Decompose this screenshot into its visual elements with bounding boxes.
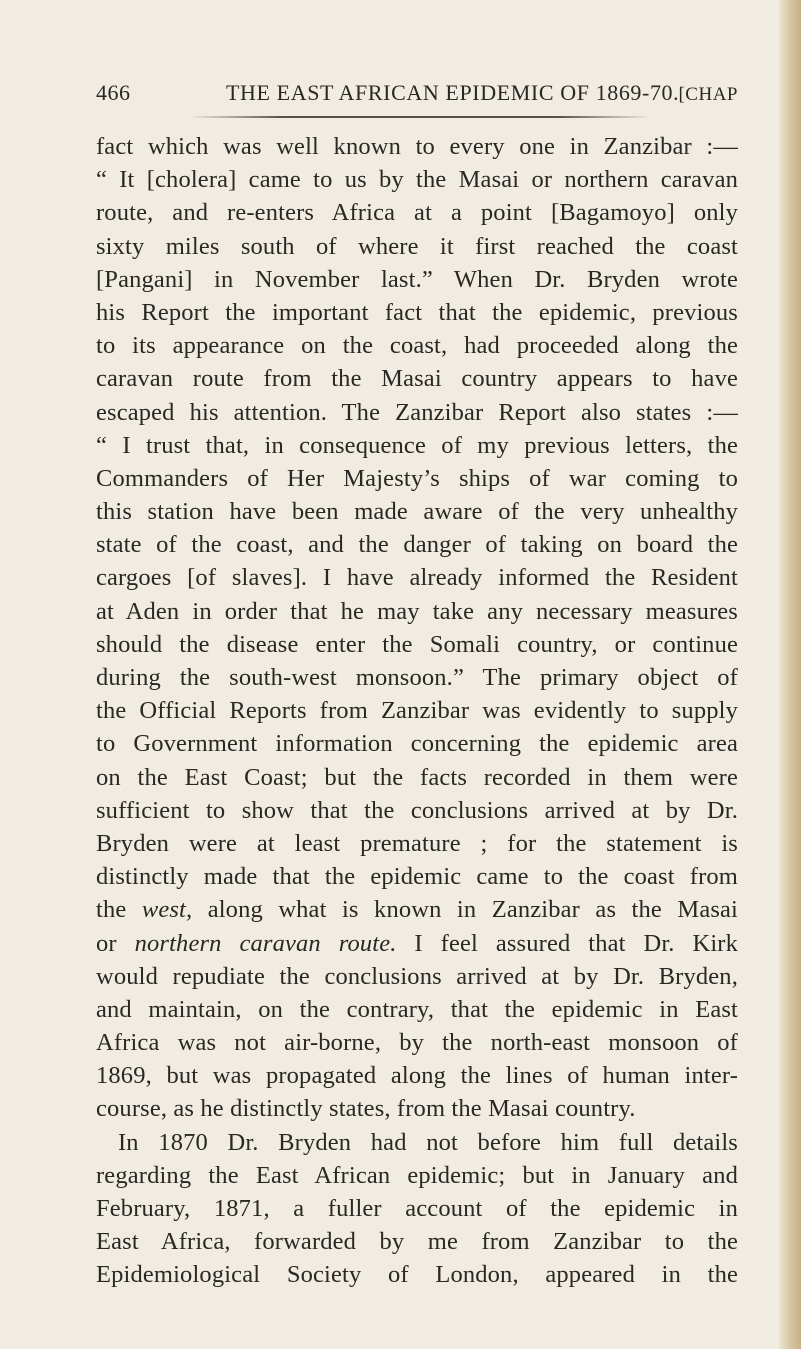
running-title: THE EAST AFRICAN EPIDEMIC OF 1869-70. — [226, 80, 680, 105]
text-segment: to Government information concerning the epidemic area — [96, 730, 738, 758]
text-line — [96, 130, 738, 163]
text-line — [96, 1159, 738, 1192]
text-line — [96, 1126, 738, 1159]
text-segment: Bryden were at least premature ; for the statement is — [96, 829, 738, 857]
text-segment: this station have been made aware of the very unhealthy — [96, 498, 738, 526]
text-segment: escaped his attention. The Zanzibar Report also states :— — [96, 398, 738, 426]
text-line — [96, 296, 738, 329]
text-segment: route, and re-enters Africa at a point [Bagamoyo] only — [96, 199, 738, 227]
text-line — [96, 794, 738, 827]
text-segment: sixty miles south of where it first reached the coast — [96, 232, 738, 260]
text-segment: distinctly made that the epidemic came to the coast from — [96, 863, 738, 891]
text-line — [96, 1092, 738, 1125]
page-number: 466 — [96, 80, 131, 105]
text-segment: “ I trust that, in consequence of my previous letters, the — [96, 431, 738, 459]
text-line — [96, 694, 738, 727]
header-rule — [190, 116, 650, 118]
text-segment: the — [96, 896, 142, 924]
italic-phrase: northern caravan route. — [134, 929, 397, 957]
text-line — [96, 927, 738, 960]
text-line — [96, 462, 738, 495]
text-segment: his Report the important fact that the epidemic, previous — [96, 298, 738, 326]
text-segment: caravan route from the Masai country appears to have — [96, 365, 738, 393]
text-segment: regarding the East African epidemic; but in January and — [96, 1161, 738, 1189]
text-line — [96, 827, 738, 860]
text-segment: along what is known in Zanzibar as the Masai — [192, 896, 739, 924]
text-segment: fact which was well known to every one in Zanzibar :— — [96, 133, 738, 160]
text-segment: East Africa, forwarded by me from Zanzibar to the — [96, 1228, 738, 1256]
text-segment: the Official Reports from Zanzibar was evidently to supply — [96, 697, 738, 725]
text-line — [96, 495, 738, 528]
text-segment: “ It [cholera] came to us by the Masai or northern caravan — [96, 166, 738, 194]
running-header — [96, 80, 738, 110]
text-line — [96, 727, 738, 760]
text-line — [96, 1258, 738, 1291]
text-line — [96, 362, 738, 395]
text-segment: 1869, but was propagated along the lines of human inter- — [96, 1062, 738, 1090]
text-segment: sufficient to show that the conclusions arrived at by Dr. — [96, 796, 738, 824]
text-line — [96, 396, 738, 429]
text-line — [96, 1192, 738, 1225]
text-segment: and maintain, on the contrary, that the epidemic in East — [96, 995, 738, 1023]
text-line — [96, 329, 738, 362]
text-segment: would repudiate the conclusions arrived at by Dr. Bryden, — [96, 962, 738, 990]
text-segment: on the East Coast; but the facts recorded in them were — [96, 763, 738, 791]
text-line — [96, 561, 738, 594]
text-line — [96, 429, 738, 462]
text-segment: Commanders of Her Majesty’s ships of war coming to — [96, 464, 738, 492]
text-segment: at Aden in order that he may take any necessary measures — [96, 597, 738, 625]
text-line — [96, 528, 738, 561]
text-line — [96, 993, 738, 1026]
text-line — [96, 860, 738, 893]
text-segment: In 1870 Dr. Bryden had not before him full details — [118, 1128, 738, 1156]
text-line — [96, 960, 738, 993]
text-line — [96, 1026, 738, 1059]
text-segment: February, 1871, a fuller account of the epidemic in — [96, 1195, 738, 1222]
text-segment: cargoes [of slaves]. I have already informed the Resident — [96, 564, 738, 592]
text-segment: state of the coast, and the danger of taking on board the — [96, 531, 738, 559]
text-segment: during the south-west monsoon.” The primary object of — [96, 664, 738, 691]
text-line — [96, 628, 738, 661]
text-line — [96, 230, 738, 263]
text-segment: [Pangani] in November last.” When Dr. Bryden wrote — [96, 265, 738, 293]
body-text — [96, 130, 738, 1292]
text-segment: Africa was not air-borne, by the north-east monsoon of — [96, 1029, 738, 1057]
text-segment: should the disease enter the Somali country, or continue — [96, 630, 738, 658]
text-line — [96, 595, 738, 628]
text-line — [96, 893, 738, 926]
text-line — [96, 761, 738, 794]
text-line — [96, 263, 738, 296]
text-line — [96, 163, 738, 196]
chapter-label: [CHAP — [678, 84, 738, 105]
text-line — [96, 196, 738, 229]
text-segment: course, as he distinctly states, from the Masai country. — [96, 1095, 636, 1123]
italic-phrase: west, — [141, 896, 193, 924]
page-edge-shadow — [779, 0, 801, 1349]
text-line — [96, 1059, 738, 1092]
text-segment: I feel assured that Dr. Kirk — [396, 929, 738, 957]
text-line — [96, 1225, 738, 1258]
text-segment: Epidemiological Society of London, appeared in the — [96, 1261, 738, 1289]
text-line — [96, 661, 738, 694]
text-segment: to its appearance on the coast, had proceeded along the — [96, 332, 738, 360]
text-segment: or — [96, 929, 135, 957]
